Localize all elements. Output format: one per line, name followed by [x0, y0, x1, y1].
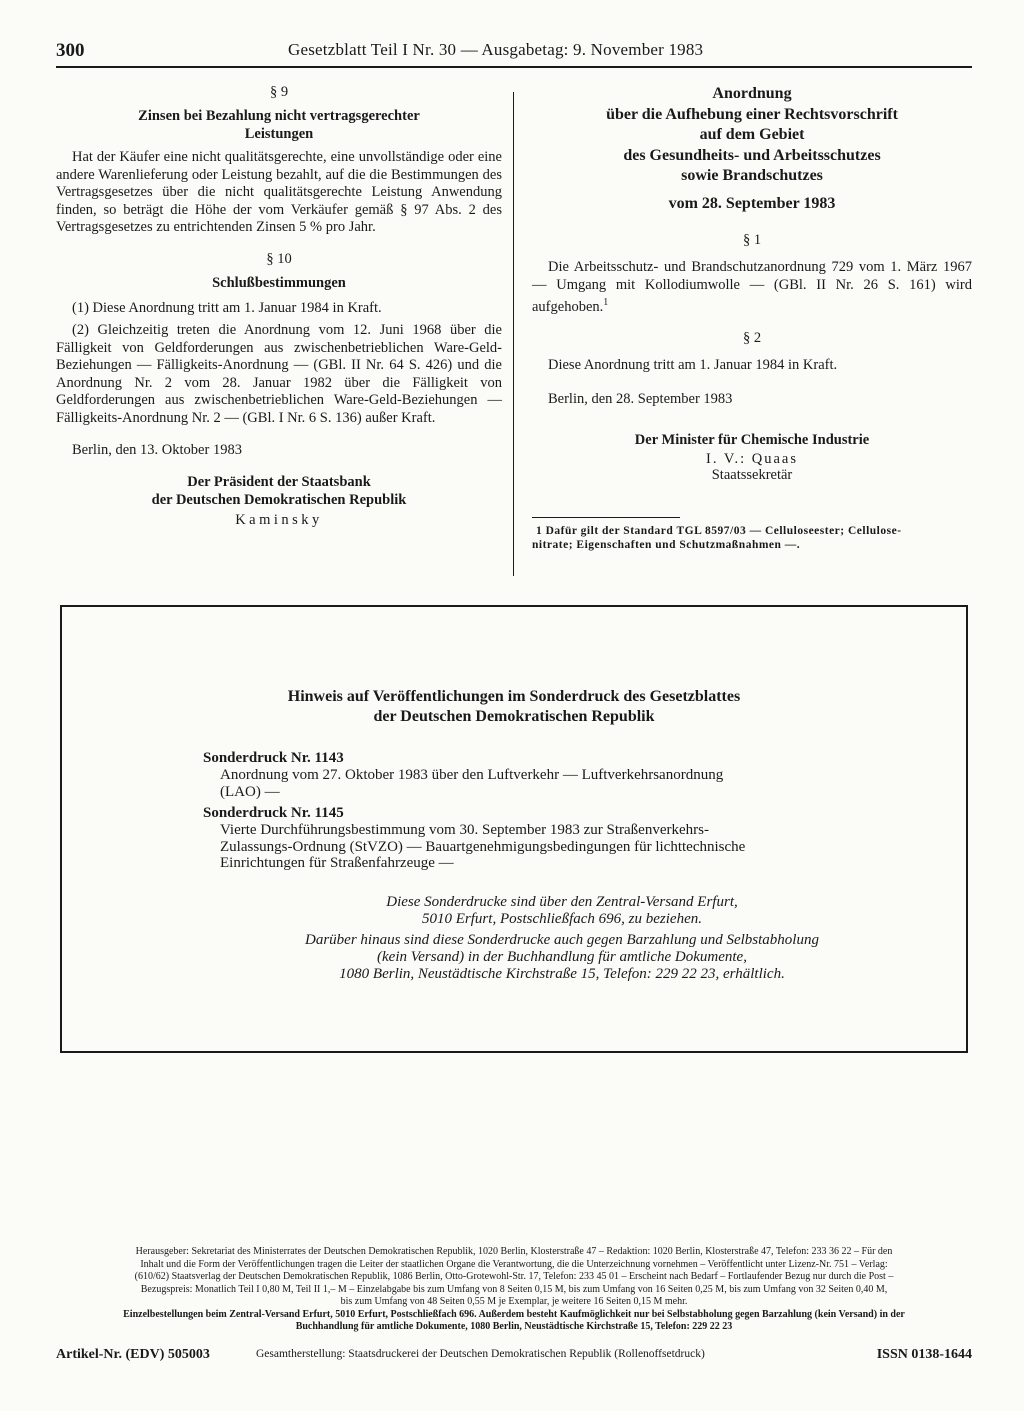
section-9-title: Zinsen bei Bezahlung nicht vertragsgerechter Leistungen — [138, 108, 420, 142]
place-date-left: Berlin, den 13. Oktober 1983 — [72, 442, 242, 458]
issn: ISSN 0138-1644 — [876, 1347, 972, 1362]
sonderdruck-list — [203, 749, 923, 872]
title-line: über die Aufhebung einer Rechtsvorschrift — [606, 105, 898, 123]
imprint-bold-line: Buchhandlung für amtliche Dokumente, 1080 Berlin, Neustädtische Kirchstraße 15, Telefon: 229 22 23 — [295, 1321, 733, 1332]
section-2-number: § 2 — [742, 330, 762, 347]
column-divider — [513, 92, 514, 576]
sonderdruck-text: Zulassungs-Ordnung (StVZO) — Bauartgenehmigungsbedingungen für lichttechnische — [220, 838, 746, 855]
title-line: sowie Brandschutzes — [681, 167, 823, 184]
signer-title-right: Der Minister für Chemische Industrie — [634, 432, 870, 449]
ordering-info: Diese Sonderdrucke sind über den Zentral-Versand Erfurt, 5010 Erfurt, Postschließfach 696, zu beziehen. Darüber hinaus sind diese Sonderdrucke auch gegen Barzahlung und Selbstabholung (kein Versand) in der Buchhandlung für amtliche Dokumente, 1080 Berlin, Neustädtische Kirchstraße 15, Telefon: 229 22 23, erhältlich. — [305, 894, 819, 982]
gesamtherstellung: Gesamtherstellung: Staatsdruckerei der Deutschen Demokratischen Republik (Rollenoffsetdruck) — [256, 1348, 705, 1360]
sonderdruck-label: Sonderdruck Nr. 1145 — [203, 805, 344, 821]
title-line: Anordnung — [712, 85, 792, 102]
place-date-right: Berlin, den 28. September 1983 — [548, 391, 733, 408]
sonderdruck-text: (LAO) — — [220, 783, 280, 800]
section-1-number: § 1 — [742, 232, 762, 248]
running-head: Gesetzblatt Teil I Nr. 30 — Ausgabetag: 9. November 1983 — [288, 40, 704, 59]
sonderdruck-text: Vierte Durchführungsbestimmung vom 30. September 1983 zur Straßenverkehrs- — [220, 822, 709, 838]
imprint-bold-line: Einzelbestellungen beim Zentral-Versand Erfurt, 5010 Erfurt, Postschließfach 696. Außerdem besteht Kaufmöglichkeit nur bei Selbstabholung gegen Barzahlung (kein Versand) in der — [123, 1308, 905, 1320]
footnote-line: 1 Dafür gilt der Standard TGL 8597/03 — Celluloseester; Cellulose- — [536, 525, 902, 538]
ordinance-title — [532, 84, 972, 187]
bottom-row — [56, 1347, 972, 1367]
notice-box — [60, 605, 968, 1053]
sonderdruck-label: Sonderdruck Nr. 1143 — [203, 750, 344, 766]
sonderdruck-text: Anordnung vom 27. Oktober 1983 über den Luftverkehr — Luftverkehrsanordnung — [220, 767, 724, 783]
footnote-ref: 1 — [603, 297, 609, 308]
title-line: des Gesundheits- und Arbeitsschutzes — [623, 146, 881, 164]
imprint-line: Bezugspreis: Monatlich Teil I 0,80 M, Teil II 1,– M – Einzelabgabe bis zum Umfang von 8 Seiten 0,15 M, bis zum Umfang von 16 Seiten 0,25 M, bis zum Umfang von 32 Seiten 0,40 M, — [140, 1283, 888, 1295]
signer-name-left: Kaminsky — [235, 512, 323, 528]
notice-title: Hinweis auf Veröffentlichungen im Sonderdruck des Gesetzblattes der Deutschen Demokratischen Republik — [287, 688, 741, 725]
signer-name-right: I. V.: Quaas — [706, 451, 798, 468]
section-2-text: Diese Anordnung tritt am 1. Januar 1984 in Kraft. — [548, 357, 838, 374]
signer-title-left: Der Präsident der Staatsbank der Deutschen Demokratischen Republik — [151, 474, 407, 508]
footnote-line: nitrate; Eigenschaften und Schutzmaßnahmen —. — [532, 539, 801, 552]
section-10-paragraph-2: (2) Gleichzeitig treten die Anordnung vom 12. Juni 1968 über die Fälligkeit von Geldforderungen aus zwischenbetrieblichen Ware-Geld-Beziehungen — Fälligkeits-Anordnung — (GBl. II Nr. 64 S. 426) und die Anordnung Nr. 2 vom 28. Januar 1982 über die Fälligkeit von Geldforderungen aus zwischenbetrieblichen Ware-Geld-Beziehungen — Fälligkeits-Anordnung Nr. 2 — (GBl. I Nr. 6 S. 136) außer Kraft. — [56, 322, 502, 426]
section-10-paragraph-1: (1) Diese Anordnung tritt am 1. Januar 1984 in Kraft. — [72, 299, 382, 316]
section-10-number: § 10 — [266, 250, 292, 267]
section-1-text: Die Arbeitsschutz- und Brandschutzanordnung 729 vom 1. März 1967 — Umgang mit Kollodiumwolle — (GBl. II Nr. 26 S. 161) wird aufgehoben.$^1$ — [532, 259, 972, 315]
page-number: 300 — [56, 40, 85, 61]
right-column — [532, 84, 972, 552]
section-9-text: Hat der Käufer eine nicht qualitätsgerechte, eine unvollständige oder eine andere Warenlieferung oder Leistung bezahlt, auf die die Bestimmungen des Vertragsgesetzes über die nicht qualitätsgerechte Leistung Anwendung finden, so beträgt die Höhe der vom Verkäufer gemäß § 97 Abs. 2 des Vertragsgesetzes zu entrichtenden Zinsen 5 % pro Jahr. — [56, 149, 502, 235]
page-header — [56, 40, 972, 68]
imprint-line: Herausgeber: Sekretariat des Ministerrates der Deutschen Demokratischen Republik, 1020 Berlin, Klosterstraße 47 – Redaktion: 1020 Berlin, Klosterstraße 47, Telefon: 233 36 22 – Für den — [135, 1246, 893, 1257]
signer-role-right: Staatssekretär — [711, 467, 793, 484]
section-9-number: § 9 — [269, 84, 289, 100]
imprint-line: (610/62) Staatsverlag der Deutschen Demokratischen Republik, 1086 Berlin, Otto-Grotewohl-Str. 17, Telefon: 233 45 01 – Erscheint nach Bedarf – Fortlaufender Bezug nur durch die Post – — [134, 1271, 894, 1282]
title-line: auf dem Gebiet — [699, 126, 805, 143]
artikel-number: Artikel-Nr. (EDV) 505003 — [56, 1347, 210, 1362]
imprint-line: bis zum Umfang von 48 Seiten 0,55 M je Exemplar, je weitere 16 Seiten 0,15 M mehr. — [340, 1296, 688, 1307]
ordinance-date: vom 28. September 1983 — [668, 194, 836, 212]
imprint-line: Inhalt und die Form der Veröffentlichungen tragen die Leiter der staatlichen Organe die Verantwortung, die die Unterzeichnung vornehmen – Veröffentlicht unter Lizenz-Nr. 751 – Verlag: — [140, 1258, 888, 1270]
footnote-rule — [532, 517, 680, 518]
section-10-title: Schlußbestimmungen — [212, 274, 346, 291]
sonderdruck-text: Einrichtungen für Straßenfahrzeuge — — [220, 855, 454, 871]
left-column — [56, 84, 502, 529]
imprint — [56, 1246, 972, 1334]
